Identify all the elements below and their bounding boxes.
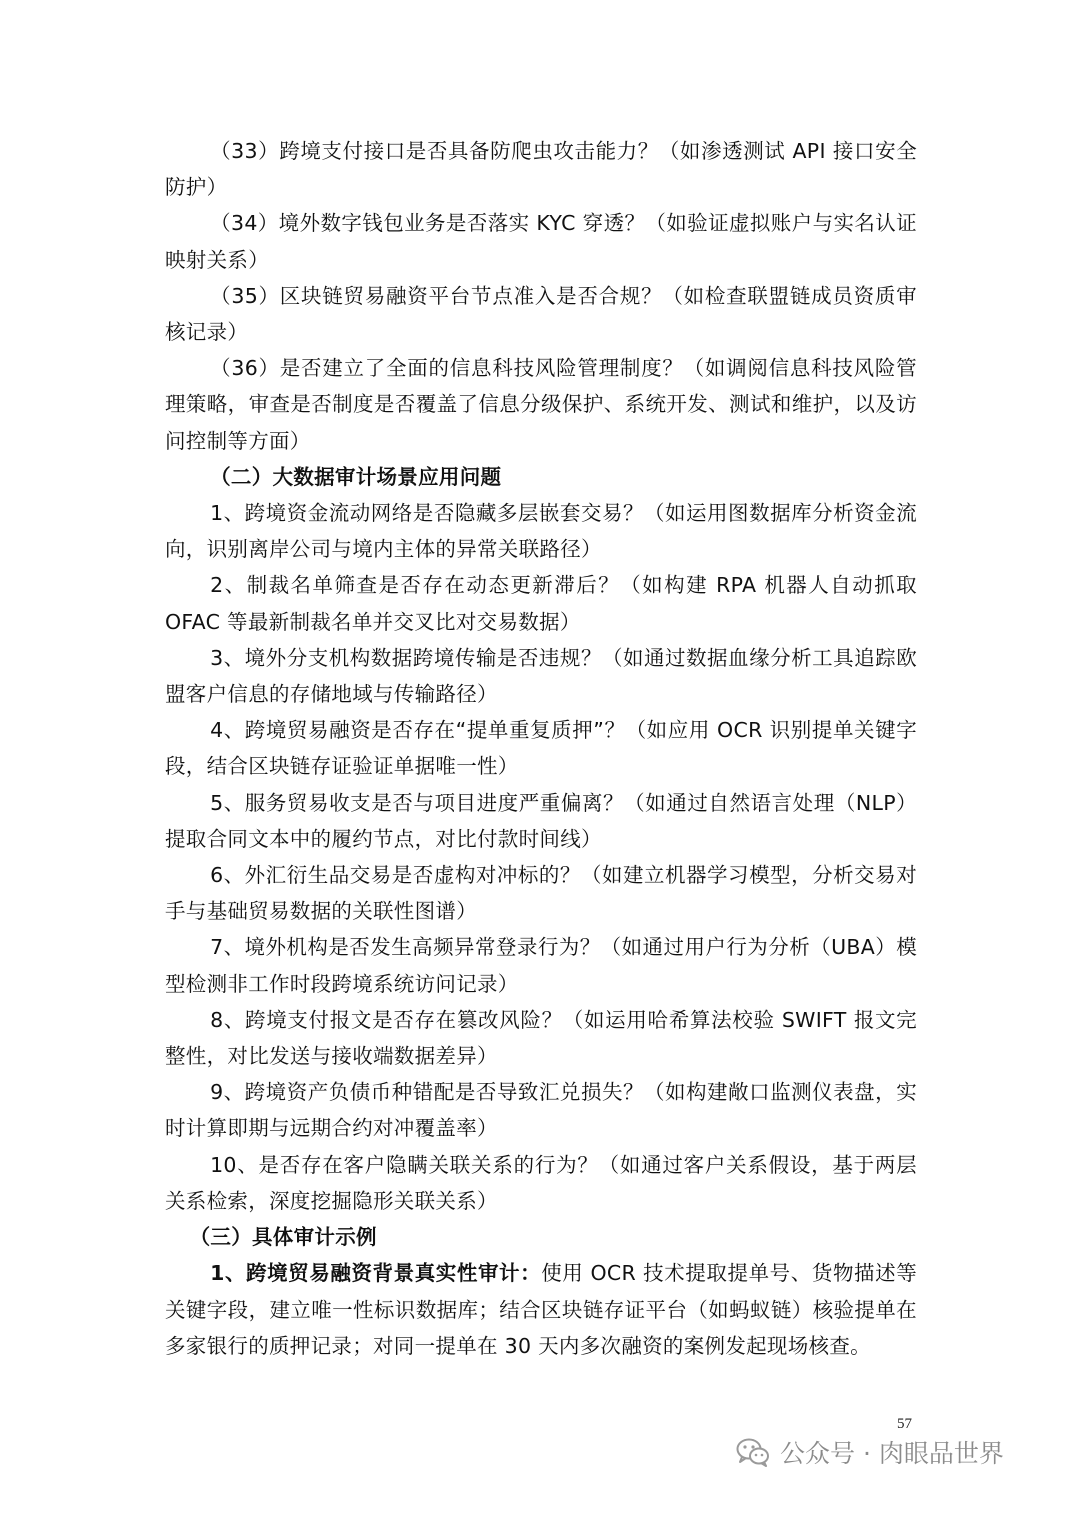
section-heading-examples: （三）具体审计示例	[189, 1225, 377, 1250]
watermark	[736, 1430, 1004, 1474]
list-item: 2、制裁名单筛查是否存在动态更新滞后？（如构建 RPA 机器人自动抓取 OFAC 等最新制裁名单并交叉比对交易数据）	[165, 573, 917, 634]
example-body: 使用 OCR 技术提取提单号、货物描述等关键字段，建立唯一性标识数据库；结合区块链存证平台（如蚂蚁链）核验提单在多家银行的质押记录；对同一提单在 30 天内多次融资的案例发起现场核查。	[165, 1261, 917, 1358]
list-item: 4、跨境贸易融资是否存在“提单重复质押”？（如应用 OCR 识别提单关键字段，结合区块链存证验证单据唯一性）	[165, 718, 917, 779]
watermark-text: 公众号 · 肉眼品世界	[780, 1439, 1004, 1468]
list-item: 6、外汇衍生品交易是否虚构对冲标的？（如建立机器学习模型，分析交易对手与基础贸易数据的关联性图谱）	[165, 863, 917, 924]
list-item: 10、是否存在客户隐瞒关联关系的行为？（如通过客户关系假设，基于两层关系检索，深度挖掘隐形关联关系）	[165, 1152, 917, 1213]
list-item: 1、跨境资金流动网络是否隐藏多层嵌套交易？（如运用图数据库分析资金流向，识别离岸公司与境内主体的异常关联路径）	[165, 501, 917, 562]
wechat-icon	[736, 1437, 770, 1467]
paragraph-35: （35）区块链贸易融资平台节点准入是否合规？（如检查联盟链成员资质审核记录）	[165, 283, 917, 345]
example-paragraph	[165, 1255, 917, 1364]
section-heading-big-data: （二）大数据审计场景应用问题	[210, 464, 502, 489]
paragraph-36: （36）是否建立了全面的信息科技风险管理制度？（如调阅信息科技风险管理策略，审查是否制度是否覆盖了信息分级保护、系统开发、测试和维护，以及访问控制等方面）	[165, 356, 917, 453]
list-item: 3、境外分支机构数据跨境传输是否违规？（如通过数据血缘分析工具追踪欧盟客户信息的存储地域与传输路径）	[165, 645, 917, 707]
list-item: 5、服务贸易收支是否与项目进度严重偏离？（如通过自然语言处理（NLP）提取合同文本中的履约节点，对比付款时间线）	[165, 790, 917, 851]
paragraph-33: （33）跨境支付接口是否具备防爬虫攻击能力？（如渗透测试 API 接口安全防护）	[165, 139, 917, 200]
example-title: 1、跨境贸易融资背景真实性审计：	[210, 1261, 542, 1286]
document-body	[165, 133, 917, 1364]
page-number: 57	[897, 1416, 912, 1432]
list-item: 8、跨境支付报文是否存在篡改风险？（如运用哈希算法校验 SWIFT 报文完整性，对比发送与接收端数据差异）	[165, 1007, 917, 1069]
list-item: 9、跨境资产负债币种错配是否导致汇兑损失？（如构建敞口监测仪表盘，实时计算即期与远期合约对冲覆盖率）	[165, 1080, 917, 1141]
list-item: 7、境外机构是否发生高频异常登录行为？（如通过用户行为分析（UBA）模型检测非工作时段跨境系统访问记录）	[165, 935, 917, 996]
paragraph-34: （34）境外数字钱包业务是否落实 KYC 穿透？（如验证虚拟账户与实名认证映射关系）	[165, 211, 917, 272]
